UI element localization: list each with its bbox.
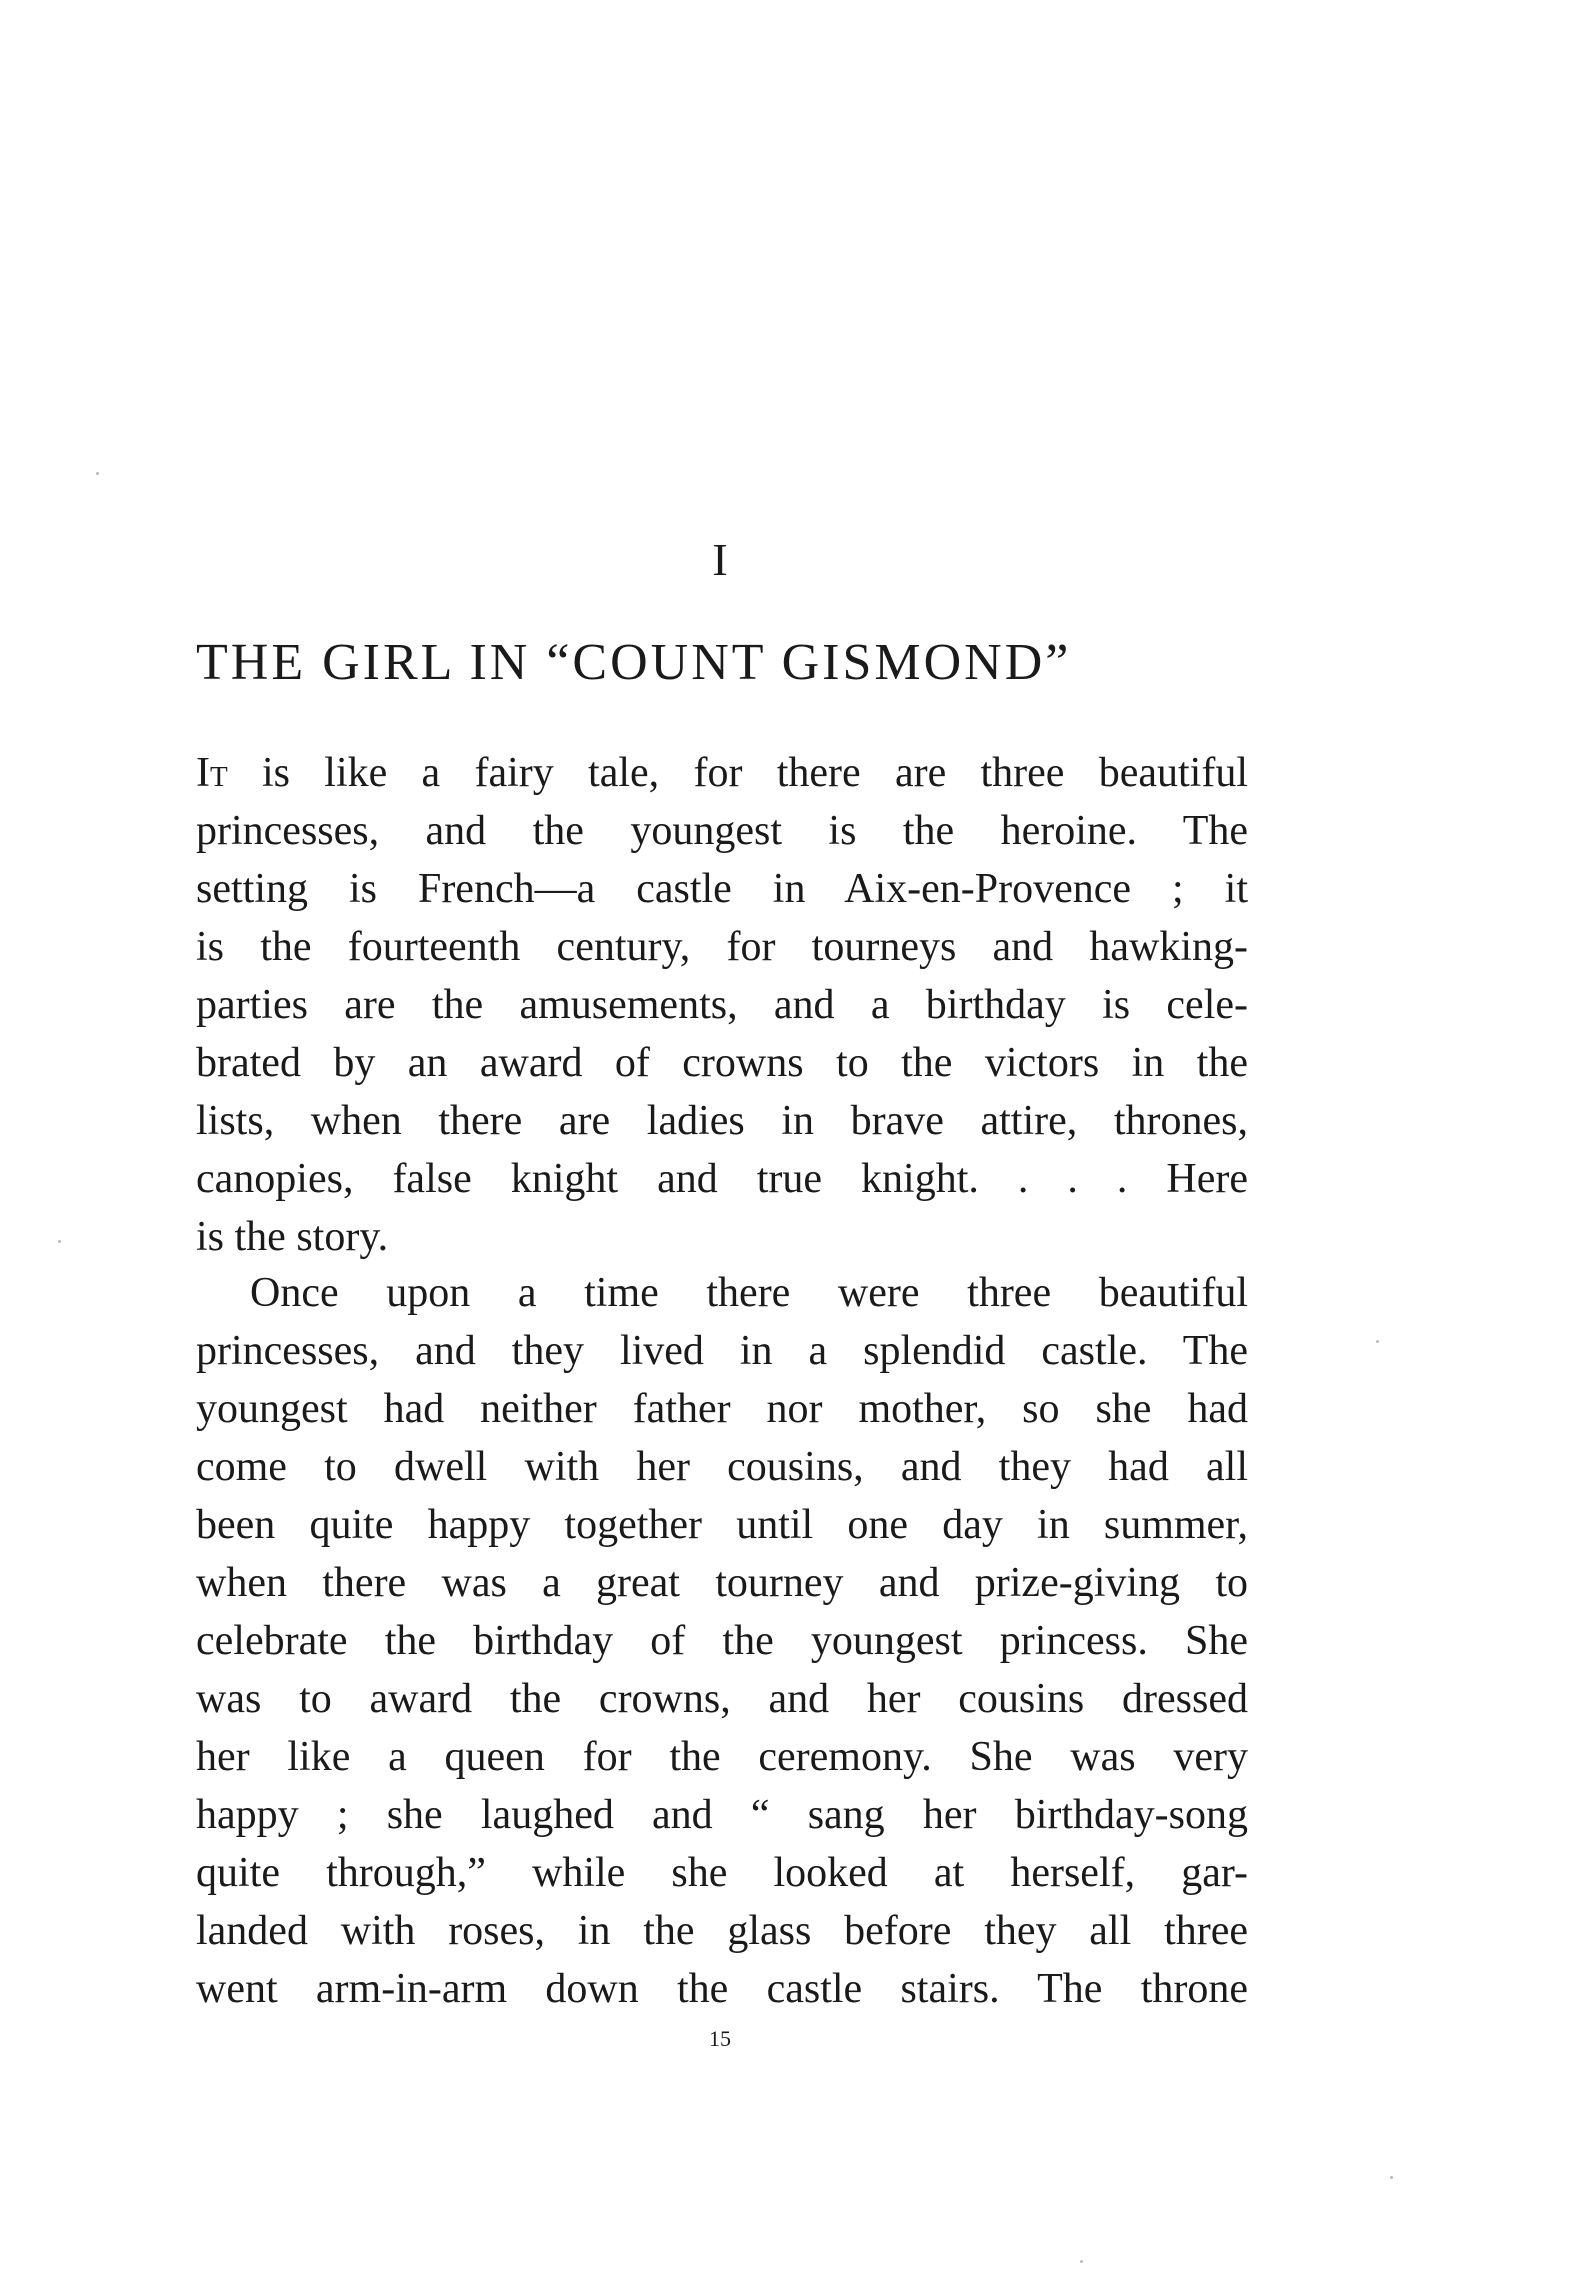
paragraph-line-2: princesses, and the youngest is the heroine. The	[196, 808, 1248, 854]
page-number: 15	[709, 2026, 731, 2051]
paragraph-line-11: princesses, and they lived in a splendid castle. The	[196, 1328, 1248, 1374]
paragraph-line-10: Once upon a time there were three beautiful	[250, 1270, 1248, 1316]
paragraph-line-6: brated by an award of crowns to the victors in the	[196, 1040, 1248, 1086]
scan-speck	[1376, 1340, 1379, 1343]
scan-speck	[96, 472, 99, 475]
drop-word: It	[196, 750, 228, 796]
paragraph-line-7: lists, when there are ladies in brave attire, thrones,	[196, 1098, 1248, 1144]
paragraph-line-3: setting is French—a castle in Aix-en-Provence ; it	[196, 866, 1248, 912]
line-text: is like a fairy tale, for there are three beautiful	[227, 750, 1248, 796]
paragraph-line-14: been quite happy together until one day in summer,	[196, 1502, 1248, 1548]
paragraph-line-15: when there was a great tourney and prize-giving to	[196, 1560, 1248, 1606]
paragraph-line-1	[196, 744, 1248, 802]
paragraph-line-9: is the story.	[196, 1214, 389, 1260]
paragraph-line-19: happy ; she laughed and “ sang her birthday-song	[196, 1792, 1248, 1838]
chapter-number: I	[712, 534, 728, 585]
chapter-title: THE GIRL IN “COUNT GISMOND”	[196, 634, 1072, 691]
paragraph-line-17: was to award the crowns, and her cousins dressed	[196, 1676, 1248, 1722]
paragraph-line-12: youngest had neither father nor mother, so she had	[196, 1386, 1248, 1432]
paragraph-line-13: come to dwell with her cousins, and they had all	[196, 1444, 1248, 1490]
paragraph-line-4: is the fourteenth century, for tourneys and hawking-	[196, 924, 1248, 970]
paragraph-line-16: celebrate the birthday of the youngest princess. She	[196, 1618, 1248, 1664]
paragraph-line-8: canopies, false knight and true knight. . . . Here	[196, 1156, 1248, 1202]
scan-speck	[1390, 2176, 1393, 2179]
scan-speck	[1080, 2260, 1083, 2263]
paragraph-line-5: parties are the amusements, and a birthday is cele-	[196, 982, 1248, 1028]
paragraph-line-20: quite through,” while she looked at herself, gar-	[196, 1850, 1248, 1896]
scan-speck	[58, 1240, 61, 1243]
paragraph-line-21: landed with roses, in the glass before they all three	[196, 1908, 1248, 1954]
paragraph-line-22: went arm-in-arm down the castle stairs. The throne	[196, 1966, 1248, 2012]
paragraph-line-18: her like a queen for the ceremony. She was very	[196, 1734, 1248, 1780]
